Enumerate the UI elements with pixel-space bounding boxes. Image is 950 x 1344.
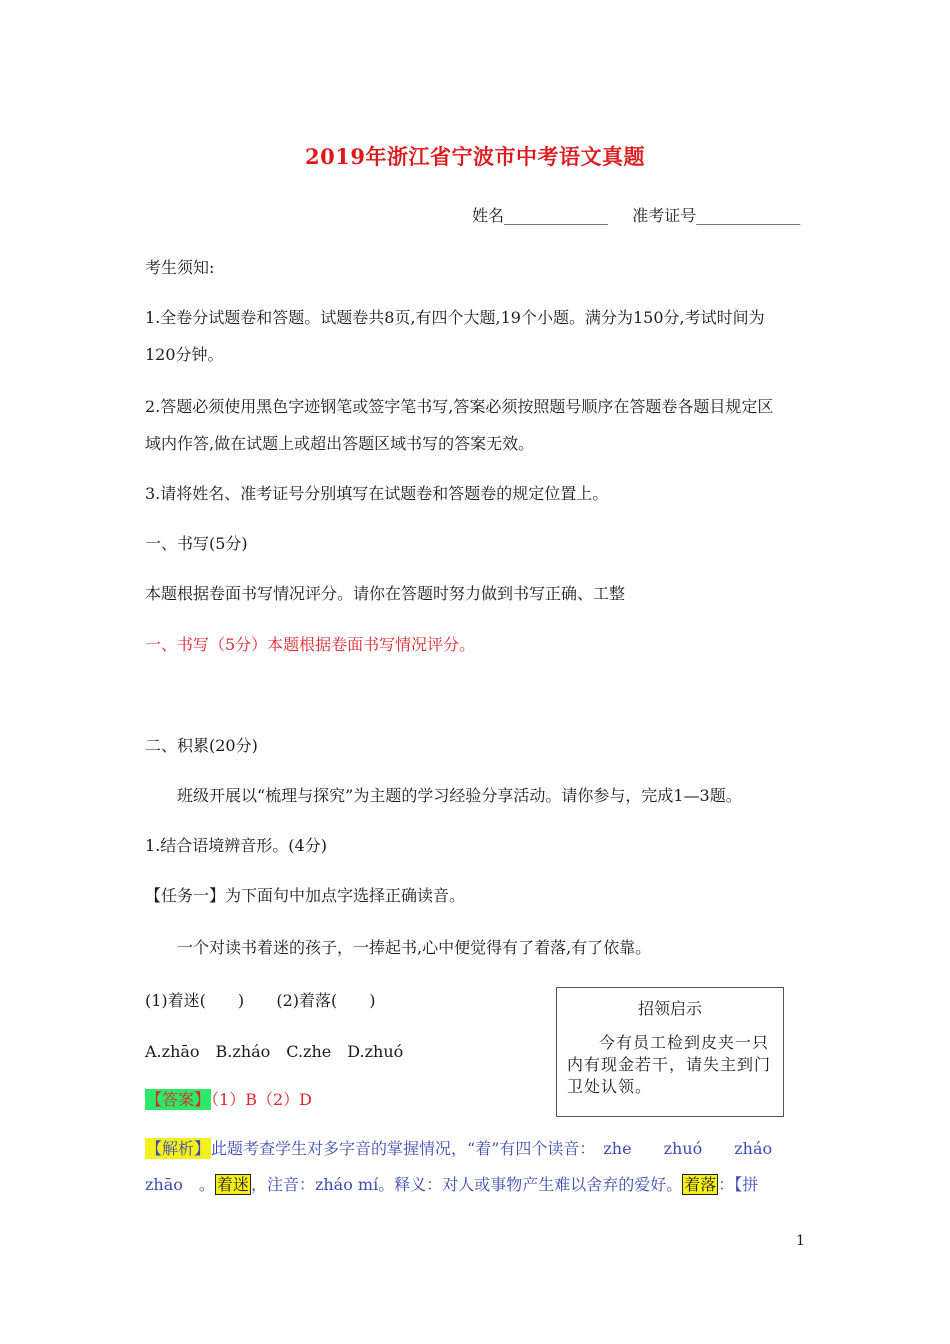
task-1: [145, 886, 465, 906]
page-number: 1: [796, 1233, 805, 1249]
section-2-heading: 二、积累(20分): [145, 736, 258, 755]
answer-text: （1）B（2）D: [211, 1090, 312, 1109]
instruction-3: 3.请将姓名、准考证号分别填写在试题卷和答题卷的规定位置上。: [145, 484, 609, 503]
section-1-answer: 一、书写（5分）本题根据卷面书写情况评分。: [145, 635, 476, 654]
notice-body: 今有员工检到皮夹一只内有现金若干，请失主到门卫处认领。: [567, 1033, 772, 1096]
name-blank: _____________: [504, 206, 609, 225]
name-label: 姓名: [472, 206, 505, 225]
sub-question-2: (2)着落( ): [276, 991, 376, 1010]
example-sentence: 一个对读书着迷的孩子，一捧起书,心中便觉得有了着落,有了依靠。: [177, 938, 652, 957]
section-2-intro: 班级开展以“梳理与探究”为主题的学习经验分享活动。请你参与，完成1—3题。: [177, 786, 742, 805]
analysis-text-2c: ：【拼: [718, 1175, 759, 1194]
sub-question-1: (1)着迷( ): [145, 991, 245, 1010]
analysis-line-1: [145, 1139, 772, 1159]
instruction-2-line-2: 域内作答,做在试题上或超出答题区域书写的答案无效。: [145, 434, 535, 453]
exam-id-blank: _____________: [696, 206, 801, 225]
task-1-bracket: 【任务一】: [145, 886, 226, 905]
answer-options: A.zhāo B.zháo C.zhe D.zhuó: [145, 1042, 404, 1061]
instruction-1-line-1: 1.全卷分试题卷和答题。试题卷共8页,有四个大题,19个小题。满分为150分,考试时间为: [145, 308, 765, 327]
candidate-info: [472, 206, 800, 226]
highlighted-word-zhaomi: 着迷: [216, 1175, 249, 1194]
question-1: 1.结合语境辨音形。(4分): [145, 836, 327, 855]
analysis-text-2b: ，注音：zháo mí。释义：对人或事物产生难以舍弃的爱好。: [250, 1175, 683, 1194]
analysis-text-2a: zhāo 。: [145, 1175, 215, 1194]
section-1-heading: 一、书写(5分): [145, 534, 248, 553]
lost-and-found-notice: [556, 987, 784, 1117]
instructions-heading: 考生须知:: [145, 258, 215, 277]
sub-questions: [145, 991, 376, 1011]
instruction-2-line-1: 2.答题必须使用黑色字迹钢笔或签字笔书写,答案必须按照题号顺序在答题卷各题目规定区: [145, 397, 774, 416]
analysis-text-1: 此题考查学生对多字音的掌握情况，“着”有四个读音： zhe zhuó zháo: [211, 1139, 773, 1158]
answer-tag: 【答案】: [146, 1090, 211, 1109]
exam-id-label: 准考证号: [632, 206, 697, 225]
instruction-1-line-2: 120分钟。: [145, 345, 224, 364]
notice-title: 招领启示: [637, 999, 702, 1018]
analysis-line-2: [145, 1175, 758, 1195]
task-1-text: 为下面句中加点字选择正确读音。: [225, 886, 466, 905]
document-title: 2019年浙江省宁波市中考语文真题: [305, 144, 645, 169]
analysis-tag: 【解析】: [146, 1139, 211, 1158]
answer-line: [145, 1090, 312, 1110]
highlighted-word-zhuoluo: 着落: [684, 1175, 717, 1194]
section-1-body: 本题根据卷面书写情况评分。请你在答题时努力做到书写正确、工整: [145, 584, 626, 603]
